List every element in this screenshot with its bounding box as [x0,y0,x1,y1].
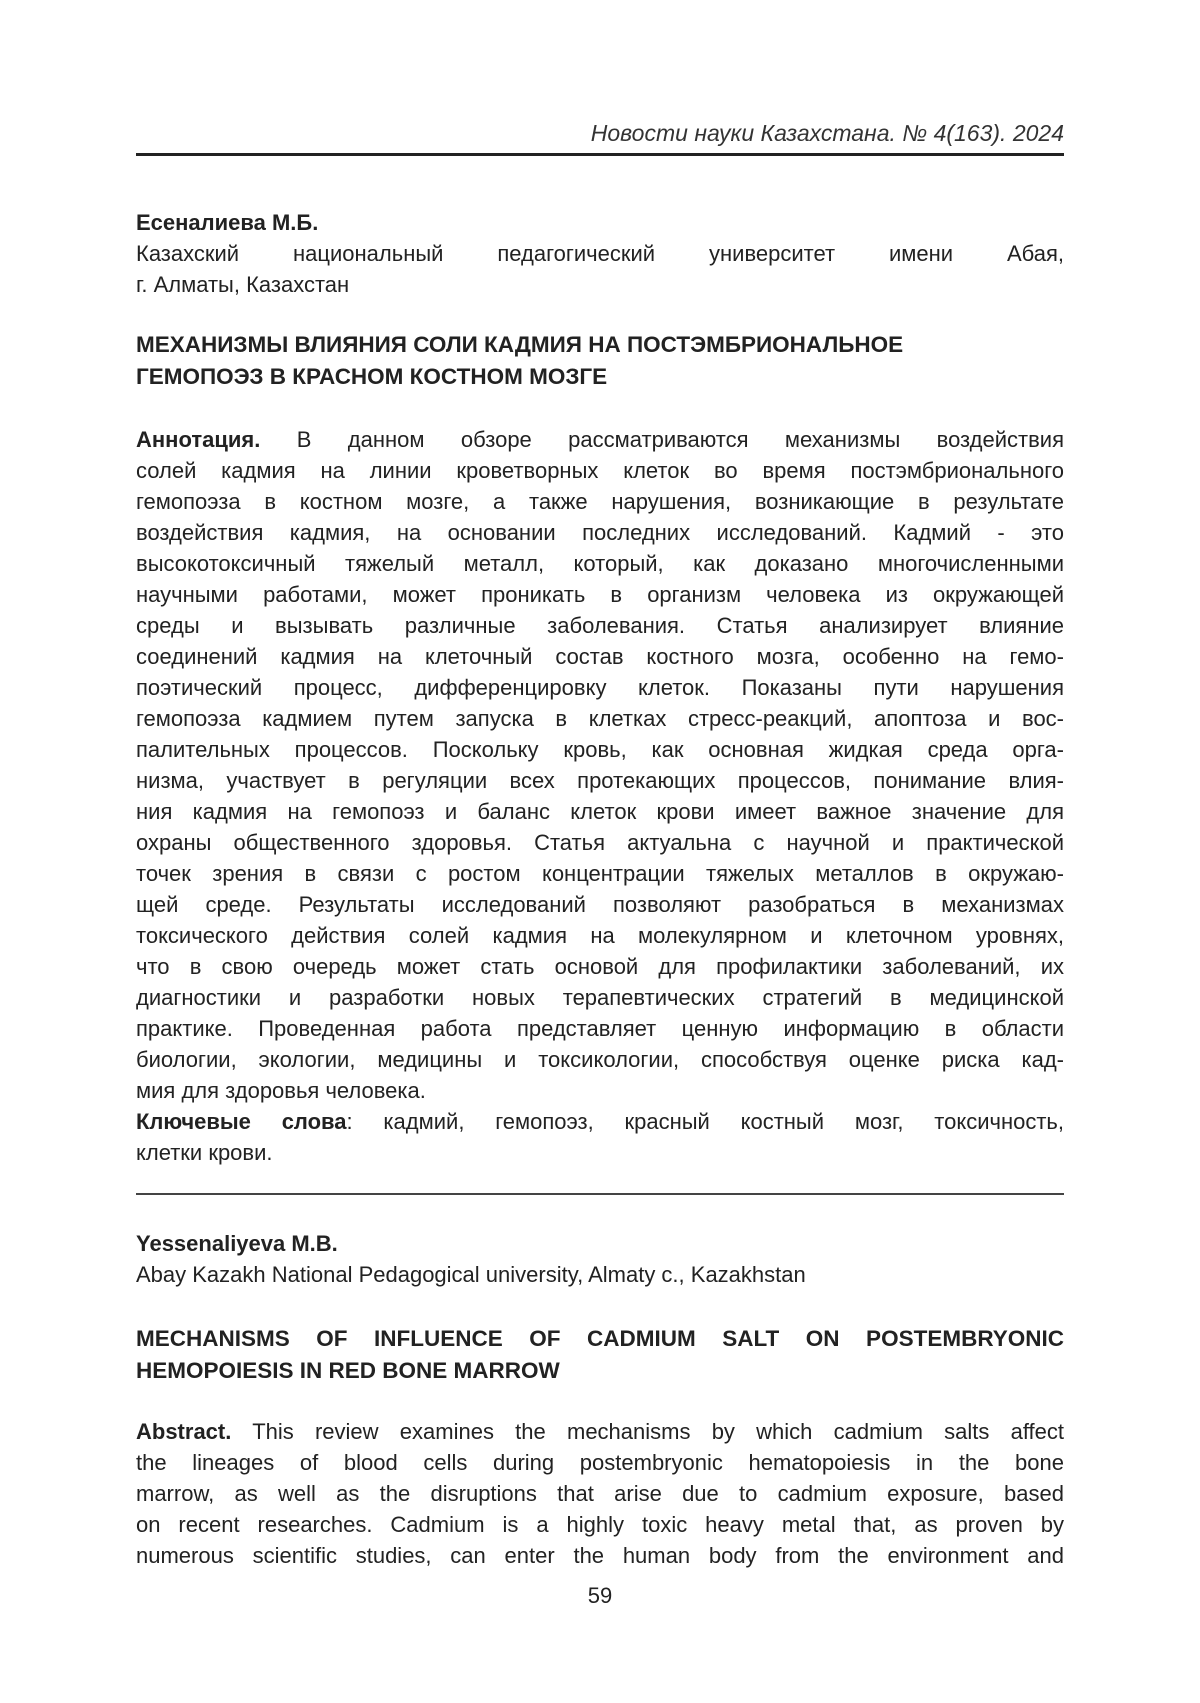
abstract-label: Аннотация. [136,427,260,452]
abstract-line [136,1478,1064,1509]
abstract-text: This review examines the mechanisms by which cadmium salts affect [231,1419,1064,1444]
abstract-line [136,672,1064,703]
abstract-line [136,827,1064,858]
page-number: 59 [0,1580,1200,1611]
abstract-label: Abstract. [136,1419,231,1444]
abstract-text: ния кадмия на гемопоэз и баланс клеток крови имеет важное значение для [136,799,1064,824]
abstract-en [136,1416,1064,1571]
title-line: МЕХАНИЗМЫ ВЛИЯНИЯ СОЛИ КАДМИЯ НА ПОСТЭМБРИОНАЛЬНОЕ [136,329,1064,361]
abstract-text: щей среде. Результаты исследований позволяют разобраться в механизмах [136,892,1064,917]
abstract-text: мия для здоровья человека. [136,1078,426,1103]
abstract-text: среды и вызывать различные заболевания. Статья анализирует влияние [136,613,1064,638]
header-rule [136,153,1064,156]
abstract-line [136,486,1064,517]
abstract-line [136,1416,1064,1447]
abstract-line [136,858,1064,889]
abstract-line [136,1509,1064,1540]
abstract-line [136,548,1064,579]
affiliation-line: Abay Kazakh National Pedagogical university, Almaty c., Kazakhstan [136,1259,1064,1290]
abstract-text: поэтический процесс, дифференцировку клеток. Показаны пути нарушения [136,675,1064,700]
journal-header: Новости науки Казахстана. № 4(163). 2024 [136,118,1064,148]
keywords-text: клетки крови. [136,1140,273,1165]
abstract-line [136,1075,1064,1106]
abstract-text: В данном обзоре рассматриваются механизмы воздействия [260,427,1064,452]
abstract-text: высокотоксичный тяжелый металл, который, как доказано многочисленными [136,551,1064,576]
affiliation-en [136,1259,1064,1290]
abstract-text: что в свою очередь может стать основой для профилактики заболеваний, их [136,954,1064,979]
abstract-text: соединений кадмия на клеточный состав костного мозга, особенно на гемо- [136,644,1064,669]
abstract-line [136,1013,1064,1044]
abstract-line [136,796,1064,827]
affiliation-line: г. Алматы, Казахстан [136,269,1064,300]
abstract-text: охраны общественного здоровья. Статья актуальна с научной и практической [136,830,1064,855]
title-ru [136,329,1064,393]
affiliation-line: Казахский национальный педагогический университет имени Абая, [136,238,1064,269]
abstract-text: научными работами, может проникать в организм человека из окружающей [136,582,1064,607]
abstract-line [136,579,1064,610]
abstract-line [136,951,1064,982]
abstract-line [136,1044,1064,1075]
abstract-text: numerous scientific studies, can enter the human body from the environment and [136,1543,1064,1568]
title-line: HEMOPOIESIS IN RED BONE MARROW [136,1355,1064,1387]
abstract-text: диагностики и разработки новых терапевтических стратегий в медицинской [136,985,1064,1010]
abstract-line [136,517,1064,548]
abstract-ru [136,424,1064,1168]
abstract-line [136,1447,1064,1478]
abstract-text: биологии, экологии, медицины и токсикологии, способствуя оценке риска кад- [136,1047,1064,1072]
abstract-line [136,1540,1064,1571]
abstract-text: гемопоэза кадмием путем запуска в клетках стресс-реакций, апоптоза и вос- [136,706,1064,731]
section-divider [136,1193,1064,1195]
abstract-text: гемопоэза в костном мозге, а также нарушения, возникающие в результате [136,489,1064,514]
title-en [136,1323,1064,1387]
affiliation-ru [136,238,1064,300]
abstract-text: точек зрения в связи с ростом концентрации тяжелых металлов в окружаю- [136,861,1064,886]
keywords-label: Ключевые слова [136,1109,347,1134]
abstract-line [136,765,1064,796]
abstract-line [136,455,1064,486]
abstract-line [136,641,1064,672]
keywords-line [136,1137,1064,1168]
abstract-text: on recent researches. Cadmium is a highly toxic heavy metal that, as proven by [136,1512,1064,1537]
abstract-text: токсического действия солей кадмия на молекулярном и клеточном уровнях, [136,923,1064,948]
abstract-text: низма, участвует в регуляции всех протекающих процессов, понимание влия- [136,768,1064,793]
abstract-line [136,734,1064,765]
title-line: MECHANISMS OF INFLUENCE OF CADMIUM SALT ON POSTEMBRYONIC [136,1323,1064,1355]
keywords-line [136,1106,1064,1137]
abstract-text: the lineages of blood cells during postembryonic hematopoiesis in the bone [136,1450,1064,1475]
author-en [136,1228,1064,1259]
abstract-line [136,610,1064,641]
title-line: ГЕМОПОЭЗ В КРАСНОМ КОСТНОМ МОЗГЕ [136,361,1064,393]
abstract-line [136,889,1064,920]
abstract-text: практике. Проведенная работа представляет ценную информацию в области [136,1016,1064,1041]
abstract-text: marrow, as well as the disruptions that arise due to cadmium exposure, based [136,1481,1064,1506]
abstract-line [136,703,1064,734]
author-name: Yessenaliyeva M.B. [136,1228,1064,1259]
abstract-text: воздействия кадмия, на основании последних исследований. Кадмий - это [136,520,1064,545]
abstract-line [136,982,1064,1013]
keywords-text: : кадмий, гемопоэз, красный костный мозг, токсичность, [347,1109,1064,1134]
abstract-text: палительных процессов. Поскольку кровь, как основная жидкая среда орга- [136,737,1064,762]
author-ru [136,207,1064,238]
author-name: Есеналиева М.Б. [136,207,1064,238]
abstract-line [136,920,1064,951]
abstract-text: солей кадмия на линии кроветворных клеток во время постэмбрионального [136,458,1064,483]
abstract-line [136,424,1064,455]
